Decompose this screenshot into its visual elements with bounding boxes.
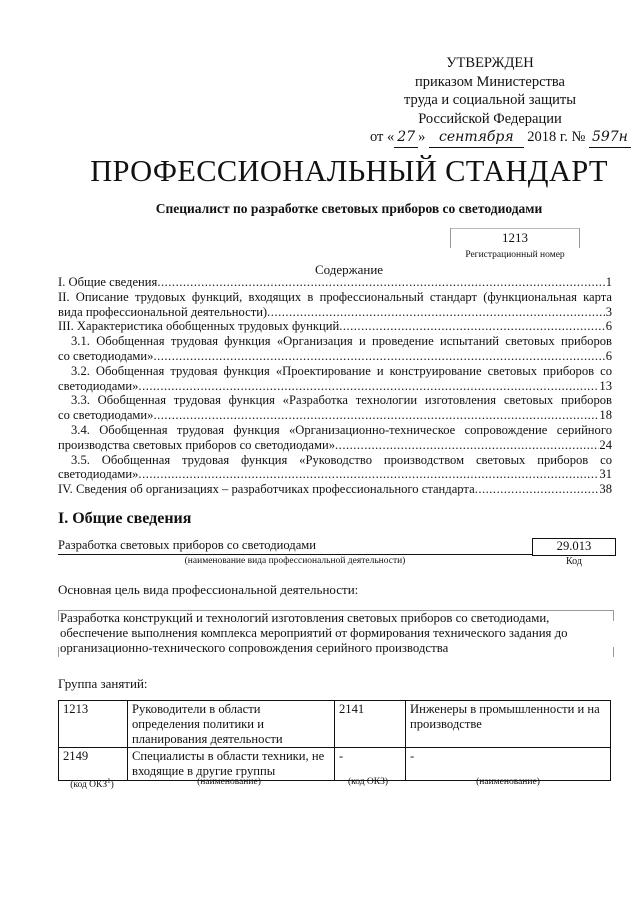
document-subtitle: Специалист по разработке световых приборов со светодиодами	[155, 201, 543, 216]
table-cell: 2149	[59, 748, 128, 781]
date-month: сентября	[429, 128, 524, 148]
goal-line: организационно-технического сопровождения серийного производства	[60, 641, 449, 655]
column-label-name: (наименование)	[476, 777, 540, 787]
approval-date-line	[370, 128, 628, 148]
toc-item-line: 3.5. Обобщенная трудовая функция «Руководство производством световых приборов со	[71, 452, 612, 467]
order-number: 597н	[589, 128, 631, 148]
table-cell: 1213	[59, 701, 128, 748]
table-cell: Руководители в области определения политики и планирования деятельности	[128, 701, 335, 748]
toc-item-line: II. Описание трудовых функций, входящих в профессиональный стандарт (функциональная карта	[58, 289, 612, 304]
toc-item[interactable]: вида профессиональной деятельности) ..... 3	[58, 305, 612, 320]
column-label-okz-code: (код ОКЗ$^1$)	[70, 777, 114, 791]
registration-number-box	[450, 228, 580, 248]
table-row	[59, 748, 611, 781]
table-of-contents	[58, 275, 612, 497]
date-prefix: от «	[370, 129, 395, 145]
activity-code-box: 29.013	[532, 538, 616, 556]
toc-item[interactable]: со светодиодами» ..... 18	[58, 408, 612, 423]
column-label-name: (наименование)	[197, 777, 261, 787]
toc-item[interactable]: IV. Сведения об организациях – разработчиках профессионального стандарта ..... 38	[58, 482, 612, 497]
approval-line: труда и социальной защиты	[404, 92, 576, 108]
table-cell: Инженеры в промышленности и на производстве	[406, 701, 611, 748]
occupation-group-heading: Группа занятий:	[58, 676, 148, 691]
activity-kind-field: Разработка световых приборов со светодиодами	[58, 538, 532, 555]
contents-heading: Содержание	[314, 262, 384, 277]
approval-title: УТВЕРЖДЕН	[446, 55, 534, 71]
section-heading: I. Общие сведения	[58, 510, 192, 527]
toc-item[interactable]: I. Общие сведения ..... 1	[58, 275, 612, 290]
table-cell: Специалисты в области техники, не входящие в другие группы	[128, 748, 335, 781]
approval-line: приказом Министерства	[415, 73, 565, 90]
registration-number: 1213	[502, 230, 528, 245]
toc-item[interactable]: светодиодами» ..... 31	[58, 467, 612, 482]
goal-line: обеспечение выполнения комплекса мероприятий от формирования технического задания до	[60, 626, 568, 640]
toc-item-line: 3.2. Обобщенная трудовая функция «Проектирование и конструирование световых приборов со	[71, 363, 612, 378]
toc-item[interactable]: производства световых приборов со светодиодами» ..... 24	[58, 438, 612, 453]
goal-line: Разработка конструкций и технологий изготовления световых приборов со светодиодами,	[60, 611, 550, 625]
activity-code-label: Код	[566, 556, 582, 567]
toc-item[interactable]: светодиодами» ..... 13	[58, 379, 612, 394]
approval-block	[370, 54, 628, 148]
date-day: 27	[394, 128, 418, 148]
table-cell: 2141	[335, 701, 406, 748]
activity-kind-label: (наименование вида профессиональной деятельности)	[184, 556, 406, 566]
column-label-okz-code: (код ОКЗ)	[347, 777, 389, 787]
toc-item-line: 3.4. Обобщенная трудовая функция «Организационно-техническое сопровождение серийного	[71, 422, 612, 437]
occupation-table	[58, 700, 611, 781]
toc-item-line: 3.1. Обобщенная трудовая функция «Организация и проведение испытаний световых приборов	[71, 334, 612, 349]
toc-item[interactable]: со светодиодами» ..... 6	[58, 349, 612, 364]
document-title: ПРОФЕССИОНАЛЬНЫЙ СТАНДАРТ	[90, 154, 608, 188]
goal-box	[58, 610, 614, 657]
toc-item-line: 3.3. Обобщенная трудовая функция «Разработка технологии изготовления световых приборов	[71, 393, 612, 408]
table-cell: -	[335, 748, 406, 781]
table-row	[59, 701, 611, 748]
date-year: 2018 г. №	[527, 129, 586, 145]
approval-line: Российской Федерации	[418, 110, 562, 127]
goal-heading: Основная цель вида профессиональной деятельности:	[58, 582, 359, 597]
registration-label: Регистрационный номер	[465, 250, 565, 260]
toc-item[interactable]: III. Характеристика обобщенных трудовых функций ..... 6	[58, 319, 612, 334]
date-mid: »	[418, 129, 426, 145]
table-cell: -	[406, 748, 611, 781]
